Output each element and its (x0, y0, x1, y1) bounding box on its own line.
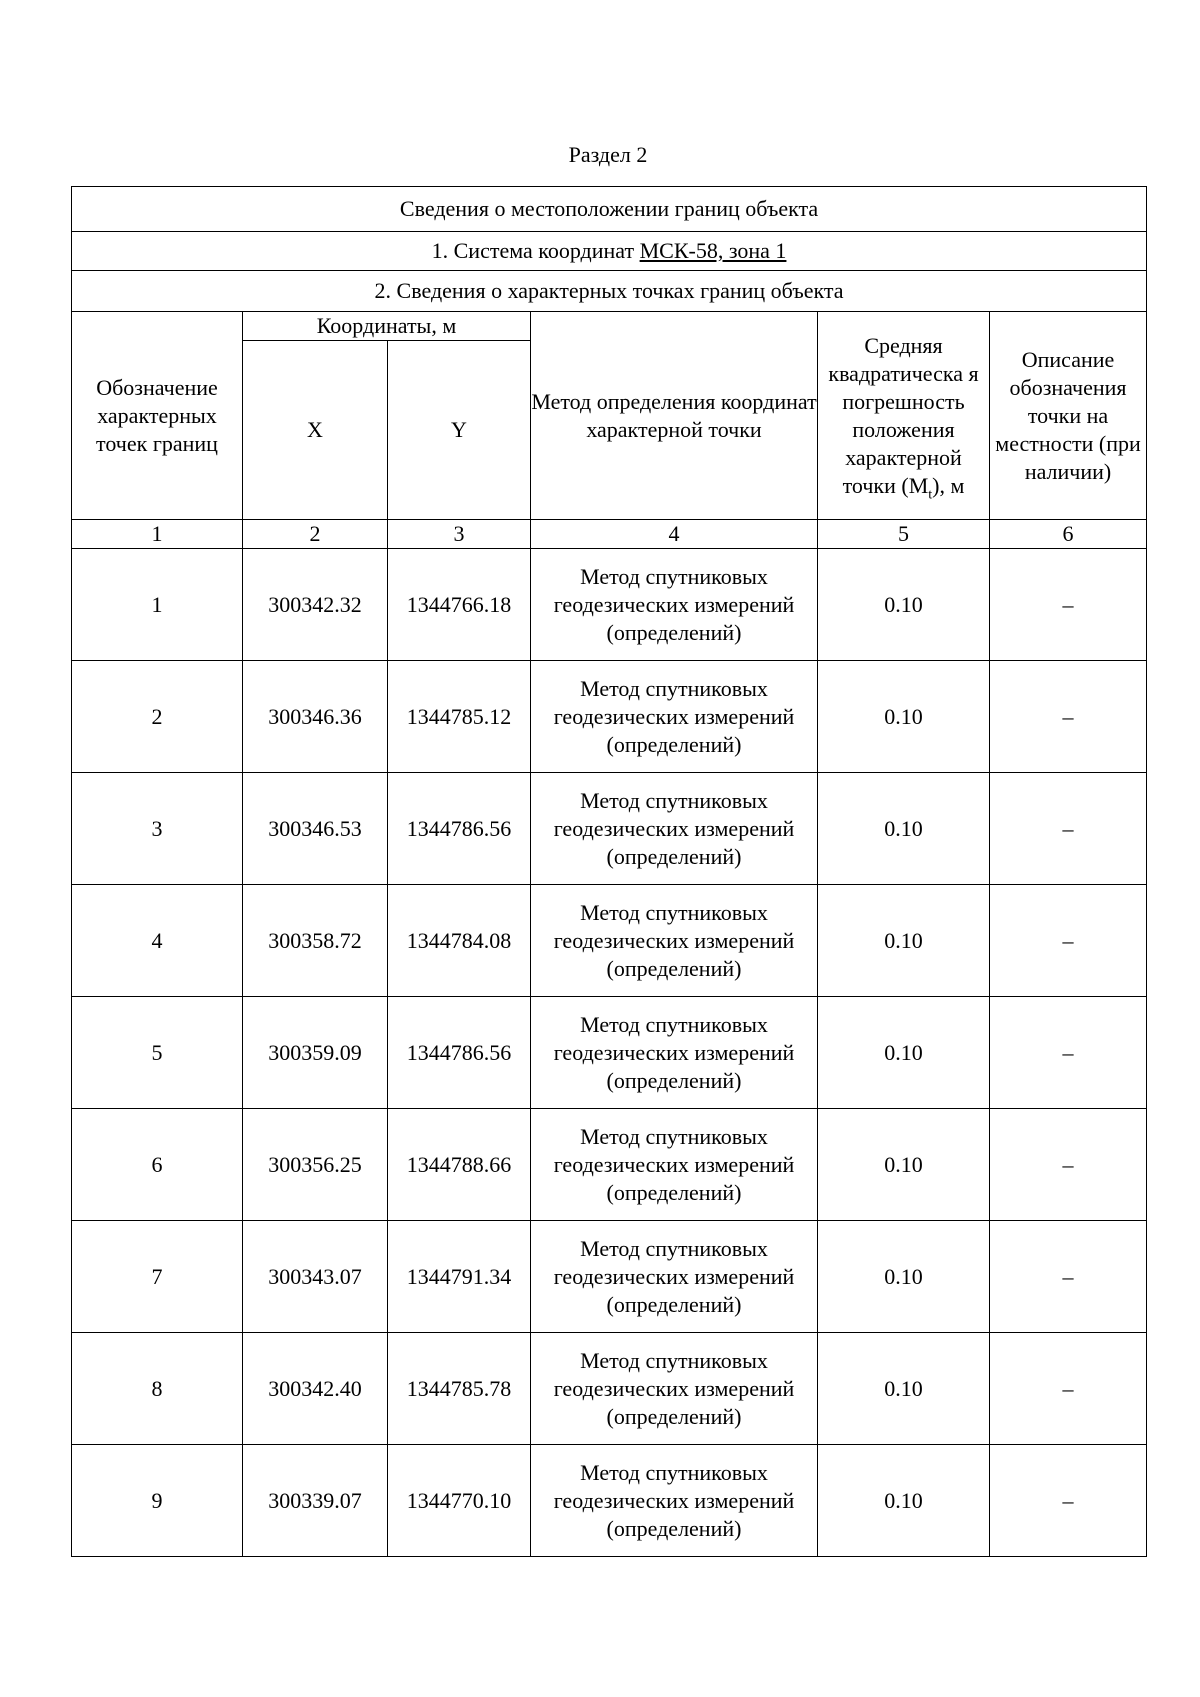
cell-y: 1344766.18 (388, 549, 531, 661)
cell-x: 300358.72 (243, 885, 388, 997)
cell-description: – (990, 1445, 1147, 1557)
section-title: Раздел 2 (568, 142, 648, 167)
cell-error: 0.10 (818, 1445, 990, 1557)
table-row (72, 1221, 1147, 1333)
cell-y: 1344788.66 (388, 1109, 531, 1221)
cell-point-id: 4 (72, 885, 243, 997)
col-number-5: 5 (818, 520, 990, 549)
cell-method: Метод спутниковых геодезических измерений (определений) (531, 1221, 818, 1333)
col-number-2: 2 (243, 520, 388, 549)
coord-system-label: 1. Система координат (431, 238, 635, 263)
col-x-header: X (243, 341, 388, 520)
cell-method: Метод спутниковых геодезических измерений (определений) (531, 997, 818, 1109)
cell-point-id: 9 (72, 1445, 243, 1557)
cell-description: – (990, 997, 1147, 1109)
boundary-points-table (71, 186, 1147, 1557)
cell-method: Метод спутниковых геодезических измерений (определений) (531, 1109, 818, 1221)
col-designation-header: Обозначение характерных точек границ (72, 312, 243, 520)
col-y-header: Y (388, 341, 531, 520)
cell-point-id: 6 (72, 1109, 243, 1221)
cell-point-id: 1 (72, 549, 243, 661)
cell-y: 1344786.56 (388, 773, 531, 885)
cell-point-id: 3 (72, 773, 243, 885)
col-coords-group-header: Координаты, м (243, 312, 531, 341)
cell-y: 1344784.08 (388, 885, 531, 997)
cell-y: 1344785.12 (388, 661, 531, 773)
cell-error: 0.10 (818, 1221, 990, 1333)
table-row (72, 1109, 1147, 1221)
cell-x: 300343.07 (243, 1221, 388, 1333)
cell-description: – (990, 661, 1147, 773)
cell-x: 300346.36 (243, 661, 388, 773)
cell-point-id: 7 (72, 1221, 243, 1333)
cell-method: Метод спутниковых геодезических измерений (определений) (531, 549, 818, 661)
cell-point-id: 8 (72, 1333, 243, 1445)
col-error-header-unit: ), м (932, 472, 965, 498)
cell-x: 300346.53 (243, 773, 388, 885)
col-error-header (818, 312, 990, 520)
cell-y: 1344785.78 (388, 1333, 531, 1445)
cell-error: 0.10 (818, 661, 990, 773)
cell-y: 1344770.10 (388, 1445, 531, 1557)
cell-y: 1344791.34 (388, 1221, 531, 1333)
cell-description: – (990, 1221, 1147, 1333)
col-error-header-text: Средняя квадратическа я погрешность положения характерной точки (M (828, 332, 979, 498)
cell-description: – (990, 1333, 1147, 1445)
col-method-header: Метод определения координат характерной точки (531, 312, 818, 520)
cell-description: – (990, 773, 1147, 885)
cell-point-id: 5 (72, 997, 243, 1109)
cell-error: 0.10 (818, 1109, 990, 1221)
table-row (72, 1333, 1147, 1445)
table-row (72, 549, 1147, 661)
cell-method: Метод спутниковых геодезических измерений (определений) (531, 661, 818, 773)
cell-method: Метод спутниковых геодезических измерений (определений) (531, 885, 818, 997)
col-number-4: 4 (531, 520, 818, 549)
cell-error: 0.10 (818, 997, 990, 1109)
table-row (72, 773, 1147, 885)
cell-description: – (990, 885, 1147, 997)
cell-x: 300356.25 (243, 1109, 388, 1221)
points-header: 2. Сведения о характерных точках границ объекта (72, 271, 1147, 312)
coord-system-row (72, 232, 1147, 271)
cell-method: Метод спутниковых геодезических измерений (определений) (531, 1333, 818, 1445)
cell-method: Метод спутниковых геодезических измерений (определений) (531, 773, 818, 885)
cell-error: 0.10 (818, 549, 990, 661)
col-number-1: 1 (72, 520, 243, 549)
table-row (72, 661, 1147, 773)
cell-error: 0.10 (818, 885, 990, 997)
cell-point-id: 2 (72, 661, 243, 773)
table-row (72, 1445, 1147, 1557)
col-error-header-sub: t (928, 486, 933, 502)
cell-x: 300342.32 (243, 549, 388, 661)
cell-error: 0.10 (818, 1333, 990, 1445)
cell-x: 300359.09 (243, 997, 388, 1109)
cell-description: – (990, 549, 1147, 661)
col-number-3: 3 (388, 520, 531, 549)
table-row (72, 885, 1147, 997)
col-description-header: Описание обозначения точки на местности (при наличии) (990, 312, 1147, 520)
cell-y: 1344786.56 (388, 997, 531, 1109)
table-banner: Сведения о местоположении границ объекта (72, 187, 1147, 232)
cell-description: – (990, 1109, 1147, 1221)
cell-error: 0.10 (818, 773, 990, 885)
cell-method: Метод спутниковых геодезических измерений (определений) (531, 1445, 818, 1557)
cell-x: 300339.07 (243, 1445, 388, 1557)
cell-x: 300342.40 (243, 1333, 388, 1445)
col-number-6: 6 (990, 520, 1147, 549)
table-row (72, 997, 1147, 1109)
coord-system-value: МСК-58, зона 1 (639, 238, 787, 263)
